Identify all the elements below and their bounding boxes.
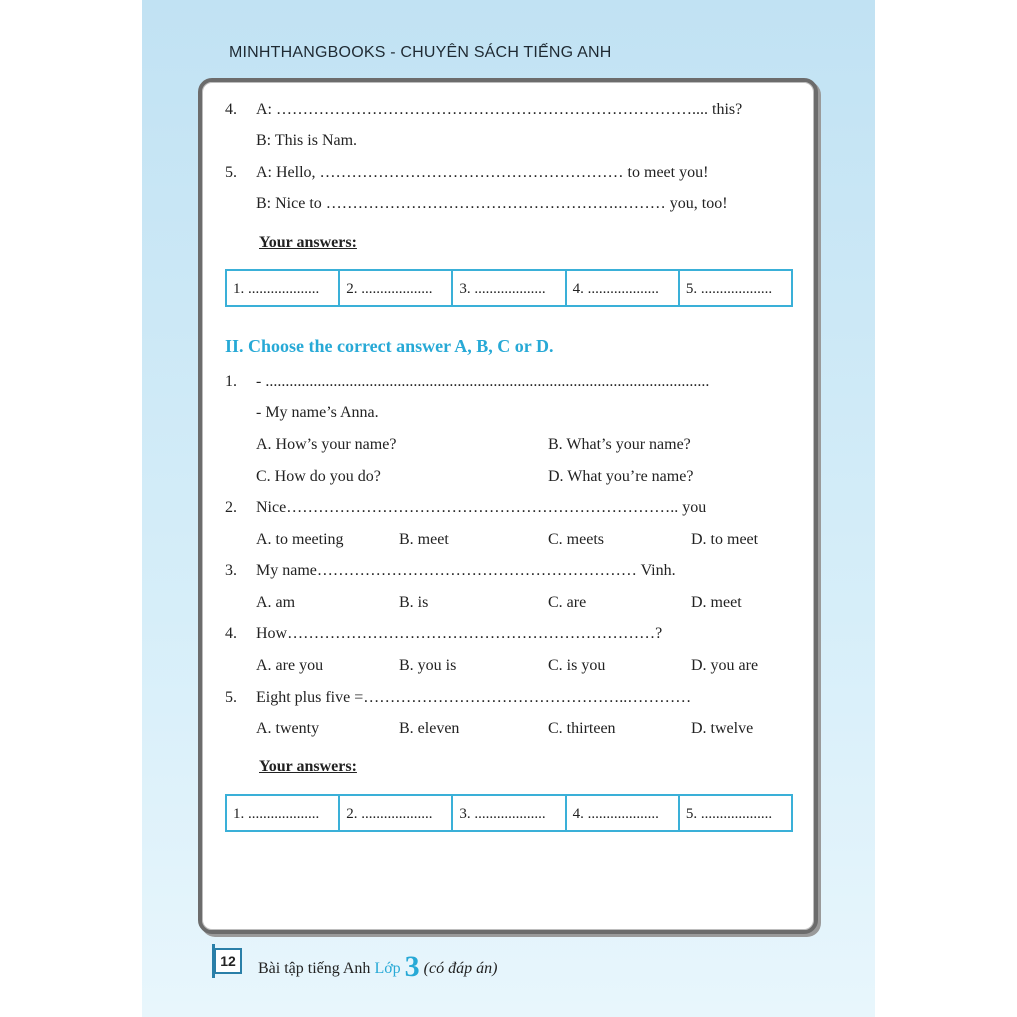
section-title: II. Choose the correct answer A, B, C or D.	[225, 336, 554, 356]
option: C. meets	[548, 531, 604, 548]
option: D. you are	[691, 657, 759, 674]
dialogue-line: B: Nice to ……………………………………………….……… you, too!	[256, 195, 728, 212]
question-stem: Eight plus five =…………………………………………..…………	[256, 689, 692, 706]
answer-cell[interactable]: 4. ...................	[567, 271, 680, 305]
question-stem: How……………………………………………………………?	[256, 625, 663, 642]
option: C. How do you do?	[256, 468, 381, 485]
option: A. are you	[256, 657, 324, 674]
answer-table	[225, 269, 793, 307]
dialogue-line: B: This is Nam.	[256, 132, 358, 149]
option: C. are	[548, 594, 587, 611]
option: A. am	[256, 594, 296, 611]
page-number: 12	[214, 948, 242, 974]
book-title-note: (có đáp án)	[419, 960, 498, 977]
page-header: MINHTHANGBOOKS - CHUYÊN SÁCH TIẾNG ANH	[229, 44, 612, 61]
option: D. meet	[691, 594, 742, 611]
item-number: 5.	[225, 164, 237, 181]
answer-cell[interactable]: 5. ...................	[685, 806, 773, 822]
option: A. How’s your name?	[256, 436, 397, 453]
book-title-text: Bài tập tiếng Anh	[258, 960, 375, 977]
option: B. meet	[399, 531, 449, 548]
answer-table	[225, 794, 793, 832]
option: B. What’s your name?	[548, 436, 691, 453]
answer-cell[interactable]: 3. ...................	[453, 796, 566, 830]
question-number: 1.	[225, 373, 237, 390]
book-title-grade-label: Lớp	[374, 960, 405, 977]
question-number: 5.	[225, 689, 237, 706]
book-title-grade: 3	[404, 950, 420, 983]
dialogue-line: A: …………………………………………………………………….... this?	[256, 101, 743, 118]
option: A. to meeting	[256, 531, 344, 548]
your-answers-label: Your answers:	[259, 234, 357, 251]
question-stem: Nice……………………………………………………………….. you	[256, 499, 707, 516]
option: A. twenty	[256, 720, 320, 737]
answer-cell[interactable]: 3. ...................	[453, 271, 566, 305]
answer-cell[interactable]: 1. ...................	[227, 796, 340, 830]
option: D. twelve	[691, 720, 754, 737]
option: C. thirteen	[548, 720, 616, 737]
option: D. to meet	[691, 531, 759, 548]
answer-cell[interactable]: 2. ...................	[340, 271, 453, 305]
question-number: 4.	[225, 625, 237, 642]
question-number: 3.	[225, 562, 237, 579]
answer-cell[interactable]: 1. ...................	[227, 271, 340, 305]
question-number: 2.	[225, 499, 237, 516]
option: B. you is	[399, 657, 457, 674]
your-answers-label: Your answers:	[259, 758, 357, 775]
option: C. is you	[548, 657, 606, 674]
answer-cell[interactable]: 5. ...................	[685, 281, 773, 297]
answer-cell[interactable]: 4. ...................	[567, 796, 680, 830]
question-stem: My name…………………………………………………… Vinh.	[256, 562, 676, 579]
book-title	[258, 950, 497, 984]
question-line: - My name’s Anna.	[256, 404, 379, 421]
item-number: 4.	[225, 101, 237, 118]
option: D. What you’re name?	[548, 468, 694, 485]
option: B. is	[399, 594, 429, 611]
question-line: - ...............................................................................................................	[256, 373, 710, 390]
dialogue-line: A: Hello, ………………………………………………… to meet you!	[256, 164, 709, 181]
option: B. eleven	[399, 720, 460, 737]
answer-cell[interactable]: 2. ...................	[340, 796, 453, 830]
